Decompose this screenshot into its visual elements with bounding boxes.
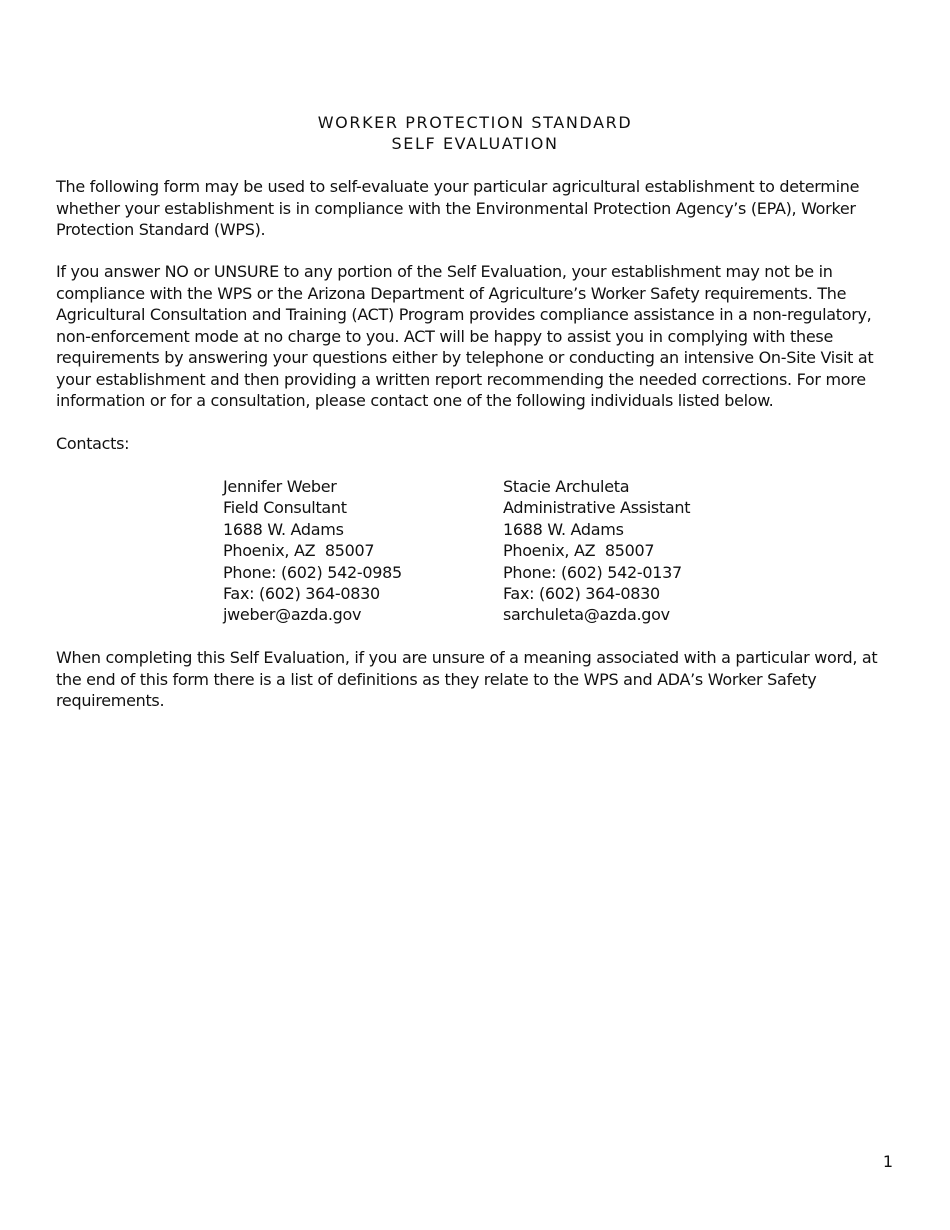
contact-title: Administrative Assistant [503,498,691,518]
contact-card-stacie-archuleta [503,476,690,626]
page-number: 1 [882,1152,893,1171]
intro-paragraph: The following form may be used to self-evaluate your particular agricultural establishment to determine whether your establishment is in compliance with the Environmental Protection Agency’s (EPA), Worker Protection Standard (WPS). [56,177,860,239]
contact-email: jweber@azda.gov [223,605,362,625]
contact-address: 1688 W. Adams [503,519,624,539]
contact-phone: Phone: (602) 542-0985 [223,562,402,582]
contact-fax: Fax: (602) 364-0830 [503,584,660,604]
contact-name: Jennifer Weber [223,477,337,496]
contact-name: Stacie Archuleta [503,477,630,496]
definitions-paragraph: When completing this Self Evaluation, if you are unsure of a meaning associated with a particular word, at the end of this form there is a list of definitions as they relate to the WPS and ADA’s Worker Safety requirements. [56,648,878,710]
contacts-label: Contacts: [56,434,130,453]
unsure-paragraph: If you answer NO or UNSURE to any portion of the Self Evaluation, your establishment may not be in compliance with the WPS or the Arizona Department of Agriculture’s Worker Safety requirements. The Agricultural Consultation and Training (ACT) Program provides compliance assistance in a non-regulatory, non-enforcement mode at no charge to you. ACT will be happy to assist you in complying with these requirements by answering your questions either by telephone or conducting an intensive On-Site Visit at your establishment and then providing a written report recommending the needed corrections. For more information or for a consultation, please contact one of the following individuals listed below. [56,262,874,410]
contact-city: Phoenix, AZ 85007 [223,541,375,561]
title-line-2: SELF EVALUATION [391,134,559,153]
contact-card-jennifer-weber [223,476,402,626]
contact-fax: Fax: (602) 364-0830 [223,584,380,604]
document-title [0,112,950,154]
contact-title: Field Consultant [223,498,347,518]
contact-email: sarchuleta@azda.gov [503,605,670,625]
contact-phone: Phone: (602) 542-0137 [503,562,682,582]
contact-city: Phoenix, AZ 85007 [503,541,655,561]
title-line-1: WORKER PROTECTION STANDARD [317,113,633,132]
contact-address: 1688 W. Adams [223,519,344,539]
